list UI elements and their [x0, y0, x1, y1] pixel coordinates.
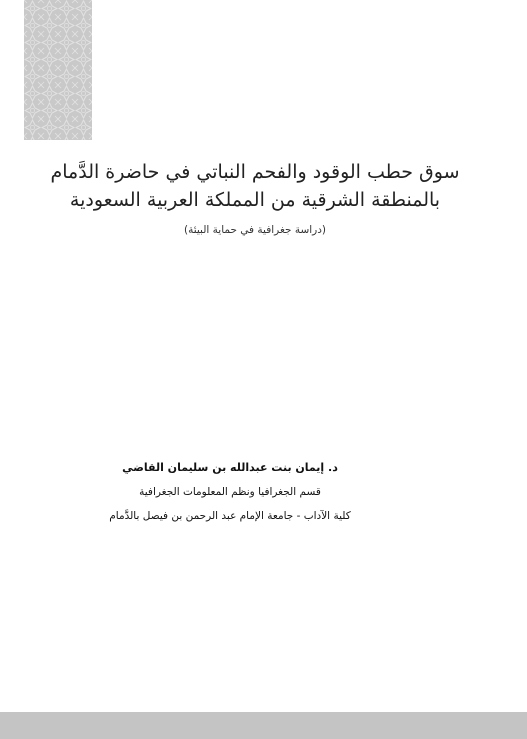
author-college: كلية الآداب - جامعة الإمام عبد الرحمن بن فيصل بالدَّمام: [109, 510, 351, 522]
footer-bar: [0, 712, 527, 739]
title-line-2: بالمنطقة الشرقية من المملكة العربية السعودية: [69, 189, 441, 211]
subtitle: (دراسة جغرافية في حماية البيئة): [183, 224, 327, 236]
author-block: [40, 458, 420, 526]
title-block: [40, 158, 470, 238]
decorative-pattern: [24, 0, 92, 140]
title-line-1: سوق حطب الوقود والفحم النباتي في حاضرة الدَّمام: [50, 161, 460, 183]
author-department: قسم الجغرافيا ونظم المعلومات الجغرافية: [139, 486, 321, 498]
author-name: د. إيمان بنت عبدالله بن سليمان القاضي: [122, 461, 338, 474]
